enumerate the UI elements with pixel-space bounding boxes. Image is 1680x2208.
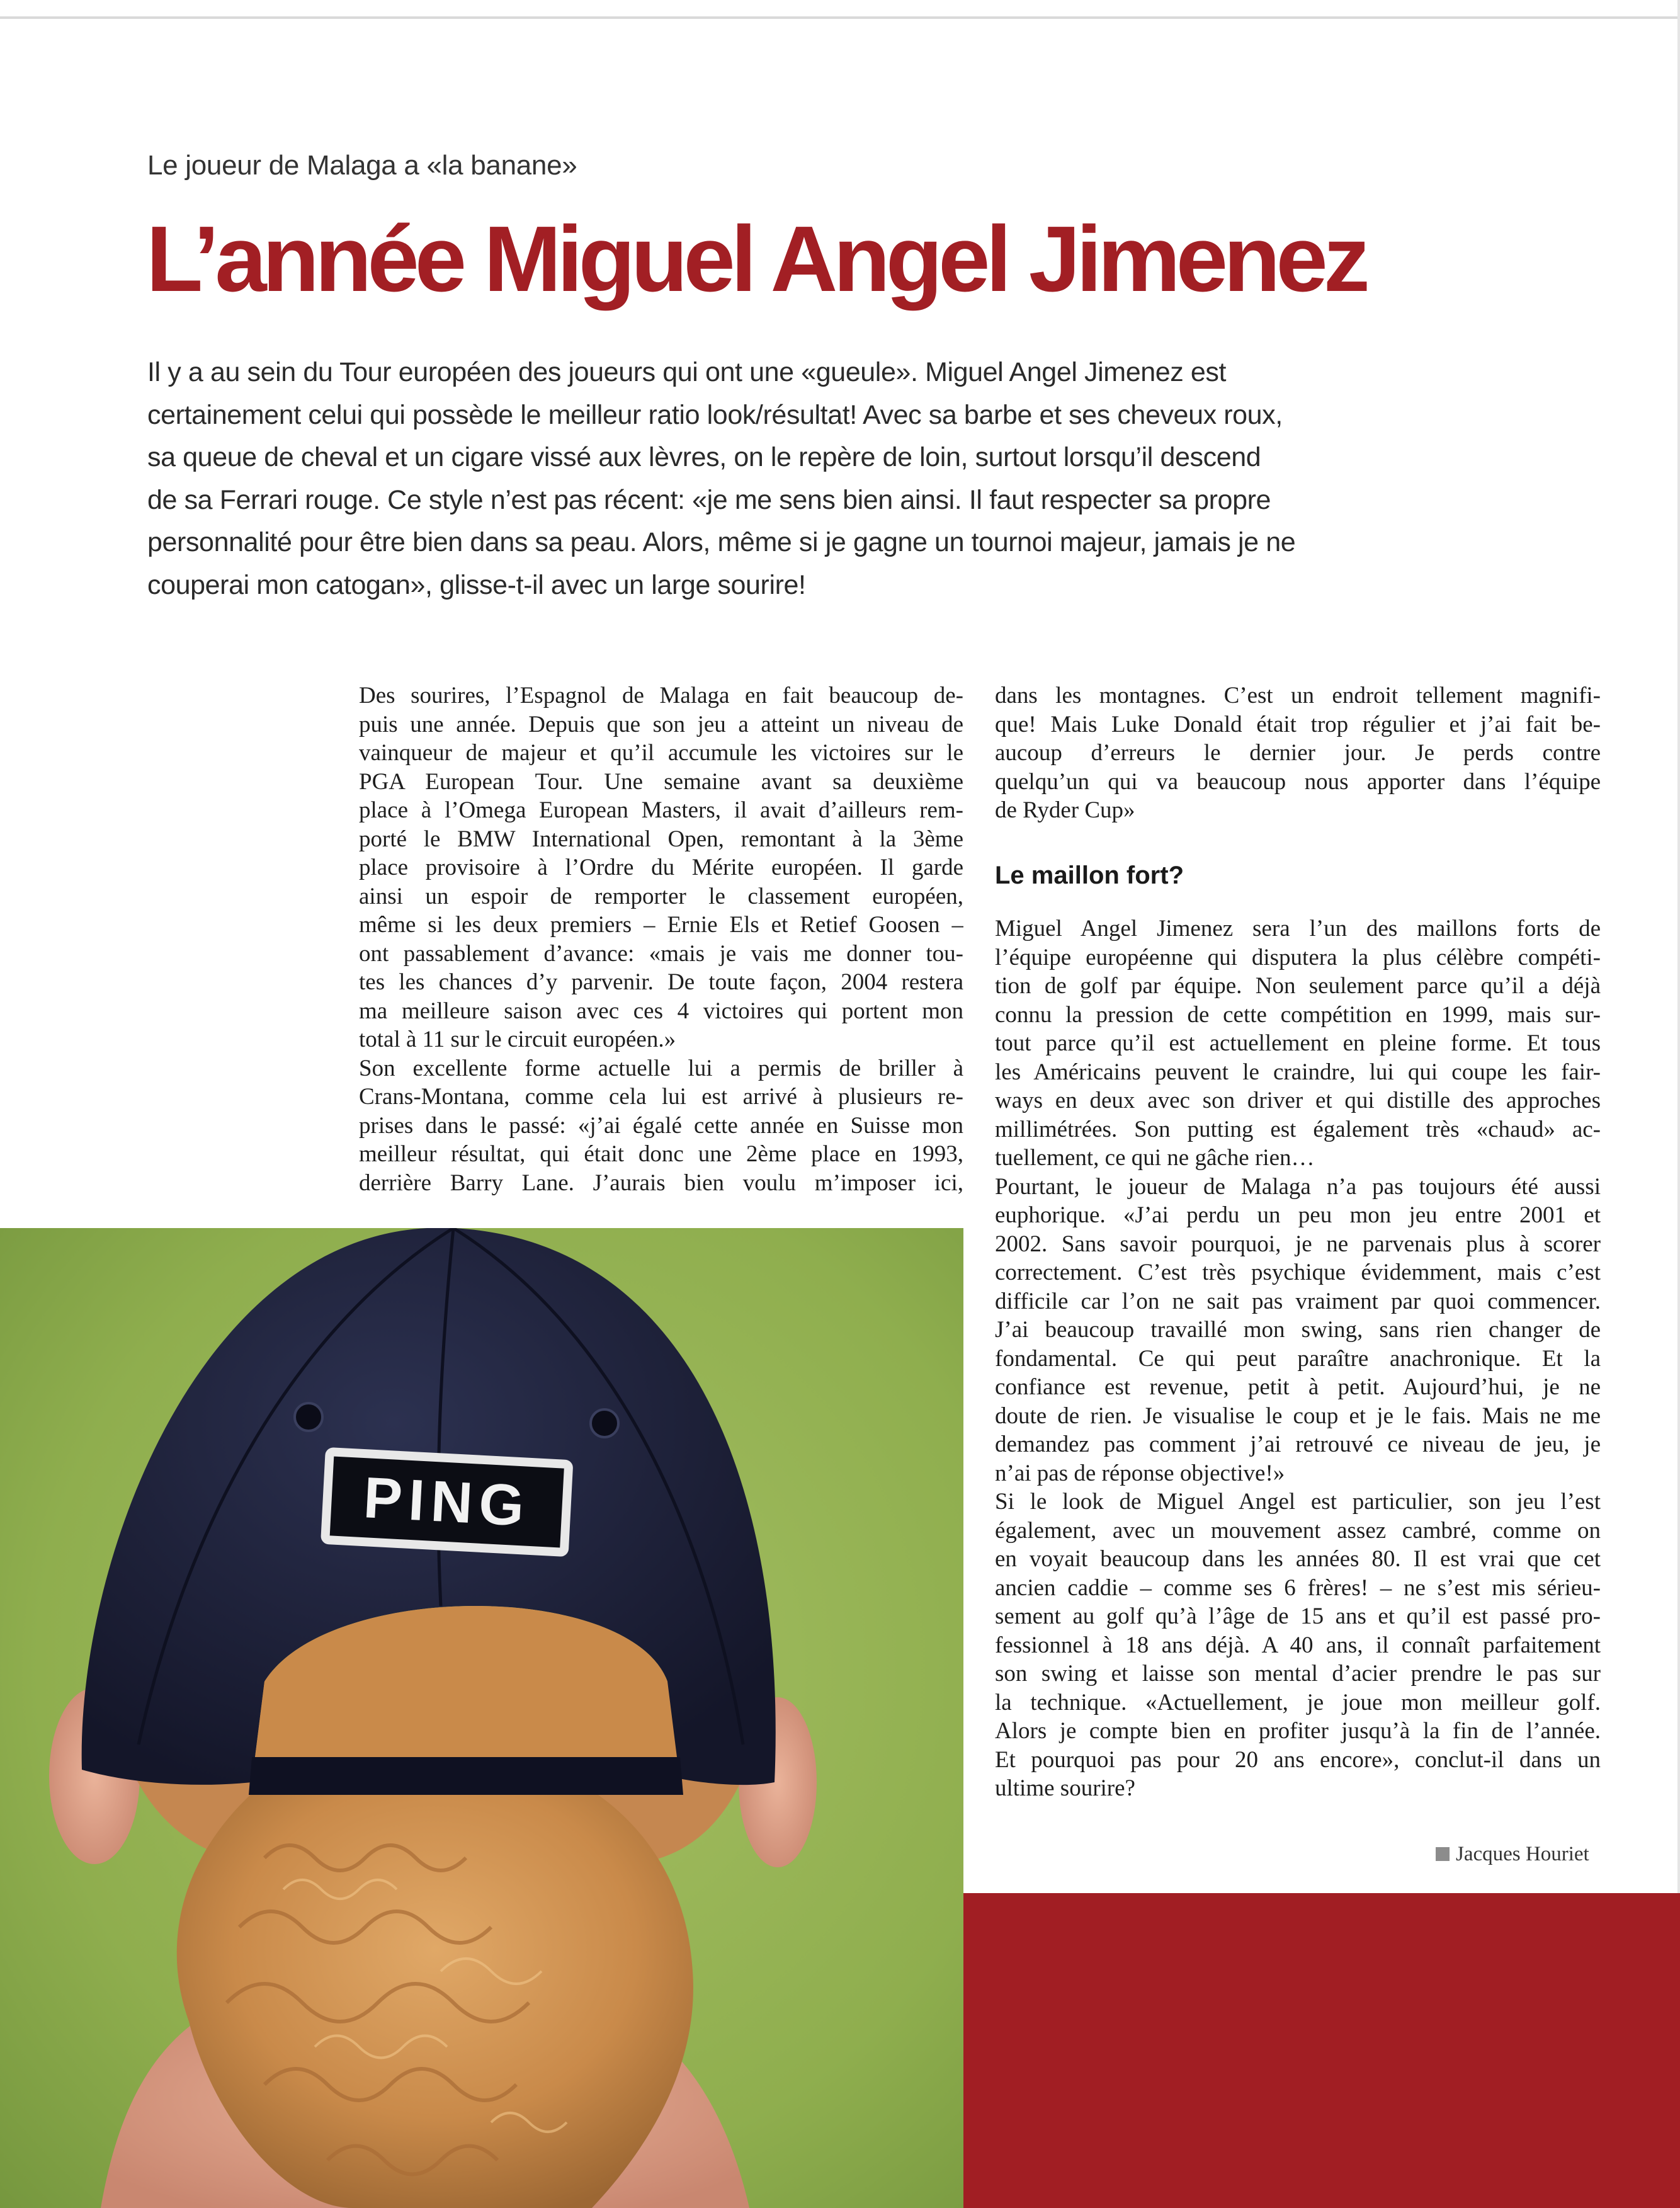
text-line: Si le look de Miguel Angel est particulier, son jeu l’est bbox=[995, 1489, 1601, 1515]
cap-eyelet bbox=[295, 1403, 322, 1431]
photo-golfer-cap bbox=[0, 1228, 963, 2208]
text-line: l’équipe européenne qui disputera la plus célèbre compéti- bbox=[995, 944, 1601, 970]
text-line: fondamental. Ce qui peut paraître anachronique. Et la bbox=[995, 1345, 1601, 1372]
ponytail bbox=[177, 1776, 693, 2208]
text-line: tuellement, ce qui ne gâche rien… bbox=[995, 1145, 1315, 1171]
text-line: également, avec un mouvement assez cambré, comme on bbox=[995, 1517, 1601, 1544]
text-line: ultime sourire? bbox=[995, 1775, 1135, 1801]
text-line: difficile car l’on ne sait pas vraiment par quoi commencer. bbox=[995, 1288, 1601, 1314]
lead-line: couperai mon catogan», glisse-t-il avec un large sourire! bbox=[147, 569, 806, 600]
cap-logo-text: PING bbox=[361, 1465, 532, 1539]
text-line: quelqu’un qui va beaucoup nous apporter dans l’équipe bbox=[995, 768, 1601, 795]
text-line: confiance est revenue, petit à petit. Aujourd’hui, je ne bbox=[995, 1374, 1601, 1400]
text-line: même si les deux premiers – Ernie Els et Retief Goosen – bbox=[359, 912, 963, 938]
text-line: ways en deux avec son driver et qui distille des approches bbox=[995, 1088, 1601, 1113]
text-line: tion de golf par équipe. Non seulement parce qu’il a déjà bbox=[995, 973, 1601, 999]
text-line: la technique. «Actuellement, je joue mon meilleur golf. bbox=[995, 1689, 1601, 1716]
text-line: correctement. C’est très psychique évidemment, mais c’est bbox=[995, 1260, 1601, 1285]
text-line: sement au golf qu’à l’âge de 15 ans et qu’il est passé pro- bbox=[995, 1603, 1601, 1629]
text-line: n’ai pas de réponse objective!» bbox=[995, 1460, 1285, 1486]
text-line: demandez pas comment j’ai retrouvé ce niveau de jeu, je bbox=[995, 1431, 1601, 1457]
body-column-right-top bbox=[995, 681, 1601, 825]
text-line: porté le BMW International Open, remontant à la 3ème bbox=[359, 826, 963, 852]
text-line: les Américains peuvent le craindre, lui qui coupe les fair- bbox=[995, 1059, 1601, 1085]
text-line: Des sourires, l’Espagnol de Malaga en fait beaucoup de- bbox=[359, 683, 963, 708]
top-rule bbox=[0, 16, 1680, 19]
lead-line: de sa Ferrari rouge. Ce style n’est pas récent: «je me sens bien ainsi. Il faut respecter sa propre bbox=[147, 484, 1271, 515]
text-line: en voyait beaucoup dans les années 80. Il est vrai que cet bbox=[995, 1546, 1601, 1572]
headline: L’année Miguel Angel Jimenez bbox=[146, 207, 1366, 311]
text-line: place à l’Omega European Masters, il avait d’ailleurs rem- bbox=[359, 797, 963, 823]
lead-line: personnalité pour être bien dans sa peau. Alors, même si je gagne un tournoi majeur, jamais je ne bbox=[147, 527, 1296, 557]
text-line: Son excellente forme actuelle lui a permis de briller à bbox=[359, 1055, 963, 1081]
text-line: tes les chances d’y parvenir. De toute façon, 2004 restera bbox=[359, 969, 963, 995]
byline bbox=[1436, 1843, 1589, 1866]
byline-author: Jacques Houriet bbox=[1456, 1843, 1589, 1865]
text-line: doute de rien. Je visualise le coup et je le fais. Mais ne me bbox=[995, 1403, 1601, 1429]
page-edge bbox=[1677, 0, 1680, 2208]
text-line: J’ai beaucoup travaillé mon swing, sans rien changer de bbox=[995, 1317, 1601, 1343]
text-line: connu la pression de cette compétition en 1999, mais sur- bbox=[995, 1001, 1601, 1028]
lead-line: sa queue de cheval et un cigare vissé aux lèvres, on le repère de loin, surtout lorsqu’il descend bbox=[147, 442, 1261, 472]
text-line: millimétrées. Son putting est également très «chaud» ac- bbox=[995, 1116, 1601, 1142]
text-line: ont passablement d’avance: «mais je vais me donner tou- bbox=[359, 940, 963, 967]
text-line: ainsi un espoir de remporter le classement européen, bbox=[359, 883, 963, 909]
text-line: derrière Barry Lane. J’aurais bien voulu m’imposer ici, bbox=[359, 1169, 963, 1196]
text-line: dans les montagnes. C’est un endroit tellement magnifi- bbox=[995, 683, 1601, 708]
text-line: 2002. Sans savoir pourquoi, je ne parvenais plus à scorer bbox=[995, 1231, 1601, 1257]
text-line: puis une année. Depuis que son jeu a atteint un niveau de bbox=[359, 711, 963, 737]
text-line: prises dans le passé: «j’ai égalé cette année en Suisse mon bbox=[359, 1112, 963, 1139]
text-line: ma meilleure saison avec ces 4 victoires qui portent mon bbox=[359, 998, 963, 1024]
kicker: Le joueur de Malaga a «la banane» bbox=[147, 150, 577, 181]
text-line: tout parce qu’il est actuellement en pleine forme. Et tous bbox=[995, 1030, 1601, 1056]
text-line: Crans-Montana, comme cela lui est arrivé à plusieurs re- bbox=[359, 1084, 963, 1110]
text-line: Pourtant, le joueur de Malaga n’a pas toujours été aussi bbox=[995, 1173, 1601, 1200]
text-line: Et pourquoi pas pour 20 ans encore», conclut-il dans un bbox=[995, 1746, 1601, 1773]
text-line: vainqueur de majeur et qu’il accumule les victoires sur le bbox=[359, 740, 963, 766]
body-column-left bbox=[359, 681, 963, 1197]
cap-strap bbox=[249, 1757, 683, 1795]
lead-line: certainement celui qui possède le meilleur ratio look/résultat! Avec sa barbe et ses cheveux roux, bbox=[147, 399, 1283, 430]
byline-square-icon bbox=[1436, 1847, 1450, 1861]
text-line: total à 11 sur le circuit européen.» bbox=[359, 1027, 676, 1052]
text-line: que! Mais Luke Donald était trop régulier et j’ai fait be- bbox=[995, 711, 1601, 737]
lead-paragraph bbox=[147, 351, 1375, 606]
text-line: meilleur résultat, qui était donc une 2ème place en 1993, bbox=[359, 1141, 963, 1167]
text-line: son swing et laisse son mental d’acier prendre le pas sur bbox=[995, 1661, 1601, 1687]
subhead: Le maillon fort? bbox=[995, 862, 1184, 889]
text-line: Miguel Angel Jimenez sera l’un des maillons forts de bbox=[995, 916, 1601, 942]
text-line: fessionnel à 18 ans déjà. A 40 ans, il connaît parfaitement bbox=[995, 1632, 1601, 1658]
lead-line: Il y a au sein du Tour européen des joueurs qui ont une «gueule». Miguel Angel Jimenez est bbox=[147, 357, 1227, 387]
body-column-right-bottom bbox=[995, 914, 1601, 1803]
red-color-block bbox=[963, 1893, 1680, 2208]
text-line: de Ryder Cup» bbox=[995, 797, 1135, 823]
text-line: ancien caddie – comme ses 6 frères! – ne s’est mis sérieu- bbox=[995, 1574, 1601, 1601]
text-line: place provisoire à l’Ordre du Mérite européen. Il garde bbox=[359, 855, 963, 880]
text-line: euphorique. «J’ai perdu un peu mon jeu entre 2001 et bbox=[995, 1202, 1601, 1228]
cap-eyelet bbox=[591, 1409, 618, 1437]
text-line: Alors je compte bien en profiter jusqu’à la fin de l’année. bbox=[995, 1718, 1601, 1744]
text-line: aucoup d’erreurs le dernier jour. Je perds contre bbox=[995, 740, 1601, 766]
text-line: PGA European Tour. Une semaine avant sa deuxième bbox=[359, 768, 963, 795]
